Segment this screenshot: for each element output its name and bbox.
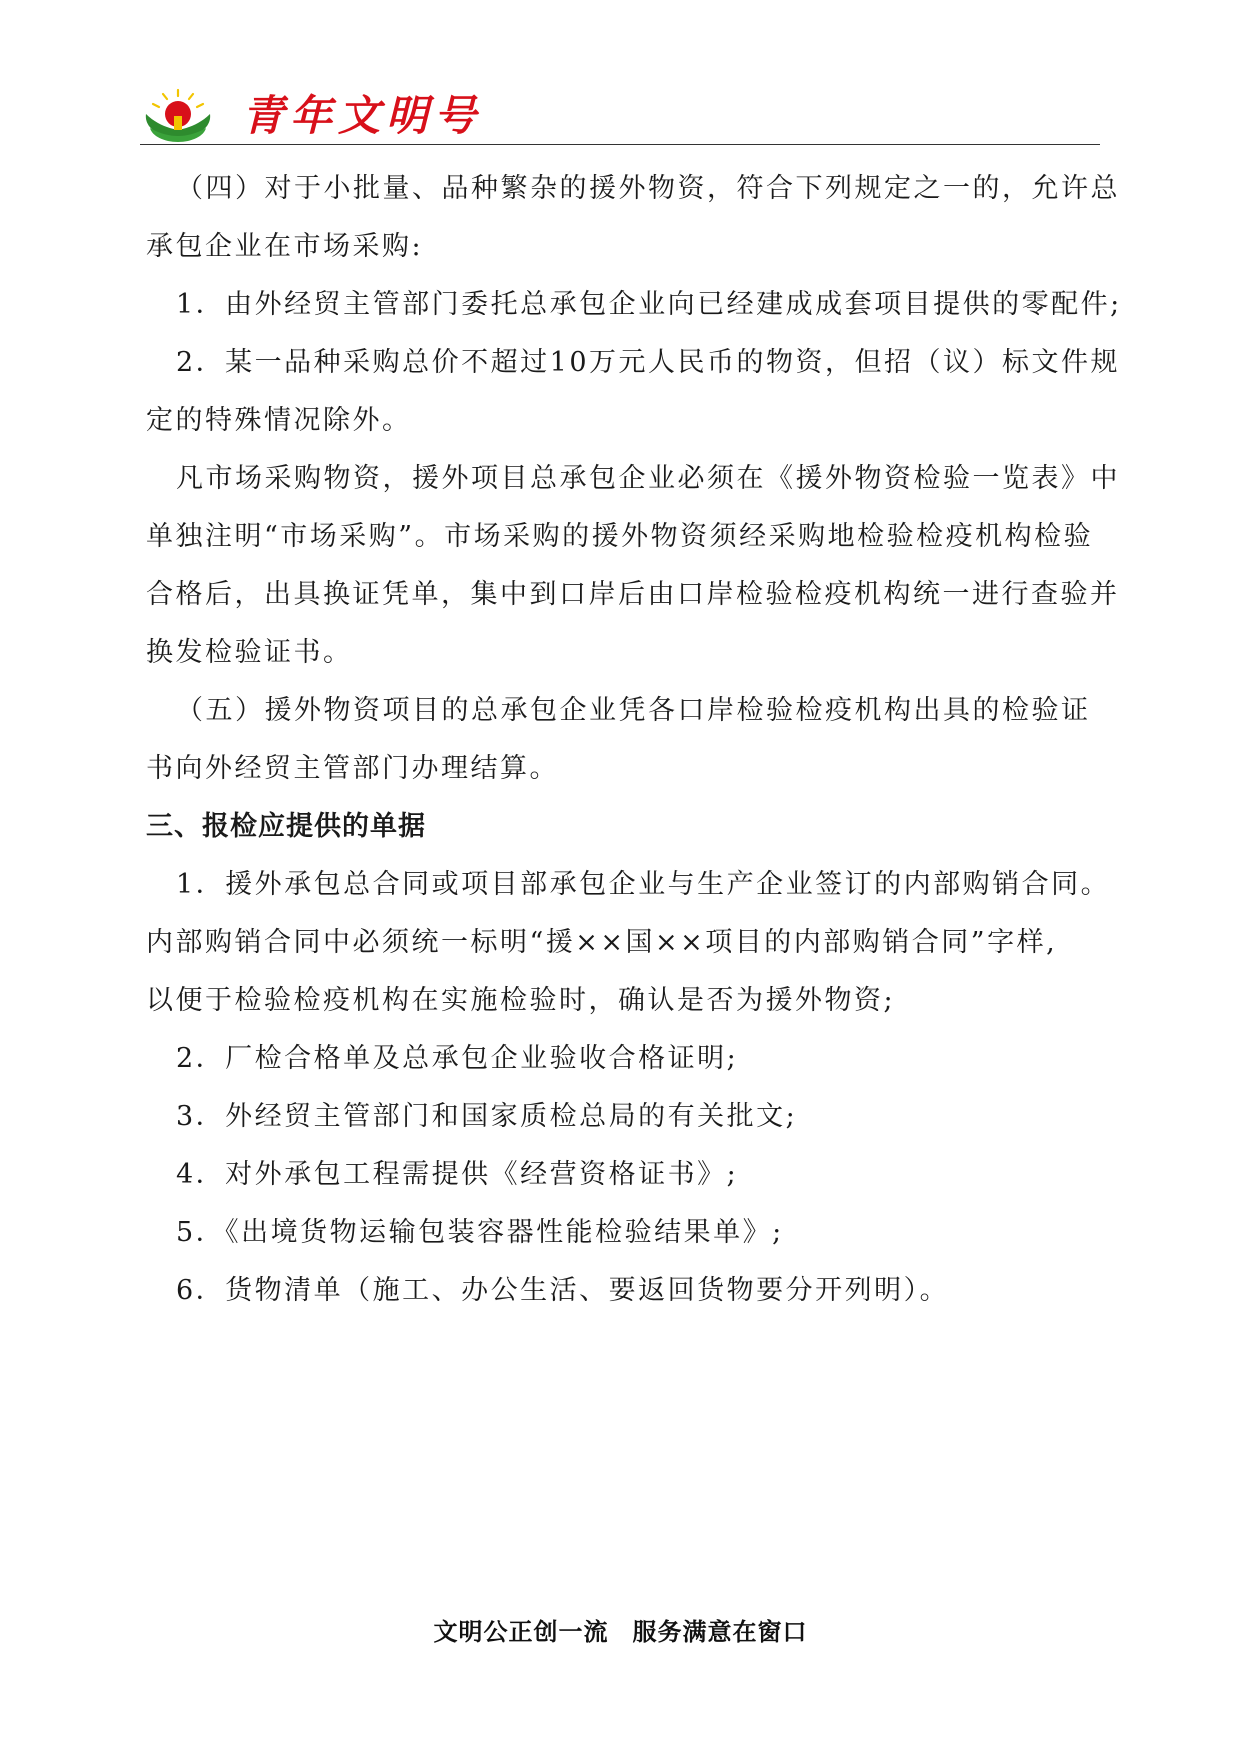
rule-item-2-line-2: 定的特殊情况除外。 xyxy=(146,405,412,436)
document-item-1-line-2: 内部购销合同中必须统一标明“援××国××项目的内部购销合同”字样, xyxy=(146,927,1058,958)
document-item-4: 4．对外承包工程需提供《经营资格证书》; xyxy=(176,1159,739,1190)
brand-title: 青年文明号 xyxy=(242,91,483,140)
rule-item-2-line-1: 2．某一品种采购总价不超过10万元人民币的物资，但招（议）标文件规 xyxy=(176,347,1121,378)
market-purchase-line-3: 合格后，出具换证凭单，集中到口岸后由口岸检验检疫机构统一进行查验并 xyxy=(146,579,1120,610)
page-footer xyxy=(0,1612,1241,1647)
paragraph-4-line-2: 承包企业在市场采购: xyxy=(146,231,424,262)
market-purchase-line-4: 换发检验证书。 xyxy=(146,637,353,668)
document-item-3: 3．外经贸主管部门和国家质检总局的有关批文; xyxy=(176,1101,798,1132)
youth-civilization-logo-icon xyxy=(140,88,216,144)
footer-slogan-left: 文明公正创一流 xyxy=(433,1618,609,1646)
section-heading: 三、报检应提供的单据 xyxy=(146,811,426,842)
paragraph-5-line-1: （五）援外物资项目的总承包企业凭各口岸检验检疫机构出具的检验证 xyxy=(176,695,1091,726)
document-item-5: 5．《出境货物运输包装容器性能检验结果单》; xyxy=(176,1217,784,1248)
market-purchase-line-2: 单独注明“市场采购”。市场采购的援外物资须经采购地检验检疫机构检验 xyxy=(146,521,1094,552)
document-item-1-line-3: 以便于检验检疫机构在实施检验时，确认是否为援外物资; xyxy=(146,985,896,1016)
document-item-2: 2．厂检合格单及总承包企业验收合格证明; xyxy=(176,1043,739,1074)
rule-item-1: 1．由外经贸主管部门委托总承包企业向已经建成成套项目提供的零配件; xyxy=(176,289,1122,320)
market-purchase-line-1: 凡市场采购物资，援外项目总承包企业必须在《援外物资检验一览表》中 xyxy=(176,463,1120,494)
paragraph-4-line-1: （四）对于小批量、品种繁杂的援外物资，符合下列规定之一的，允许总 xyxy=(176,173,1120,204)
page-header xyxy=(140,88,1100,148)
footer-slogan-right: 服务满意在窗口 xyxy=(632,1618,808,1646)
document-item-6: 6．货物清单（施工、办公生活、要返回货物要分开列明）。 xyxy=(176,1275,950,1306)
paragraph-5-line-2: 书向外经贸主管部门办理结算。 xyxy=(146,753,559,784)
header-divider xyxy=(140,144,1100,145)
document-item-1-line-1: 1．援外承包总合同或项目部承包企业与生产企业签订的内部购销合同。 xyxy=(176,869,1111,900)
